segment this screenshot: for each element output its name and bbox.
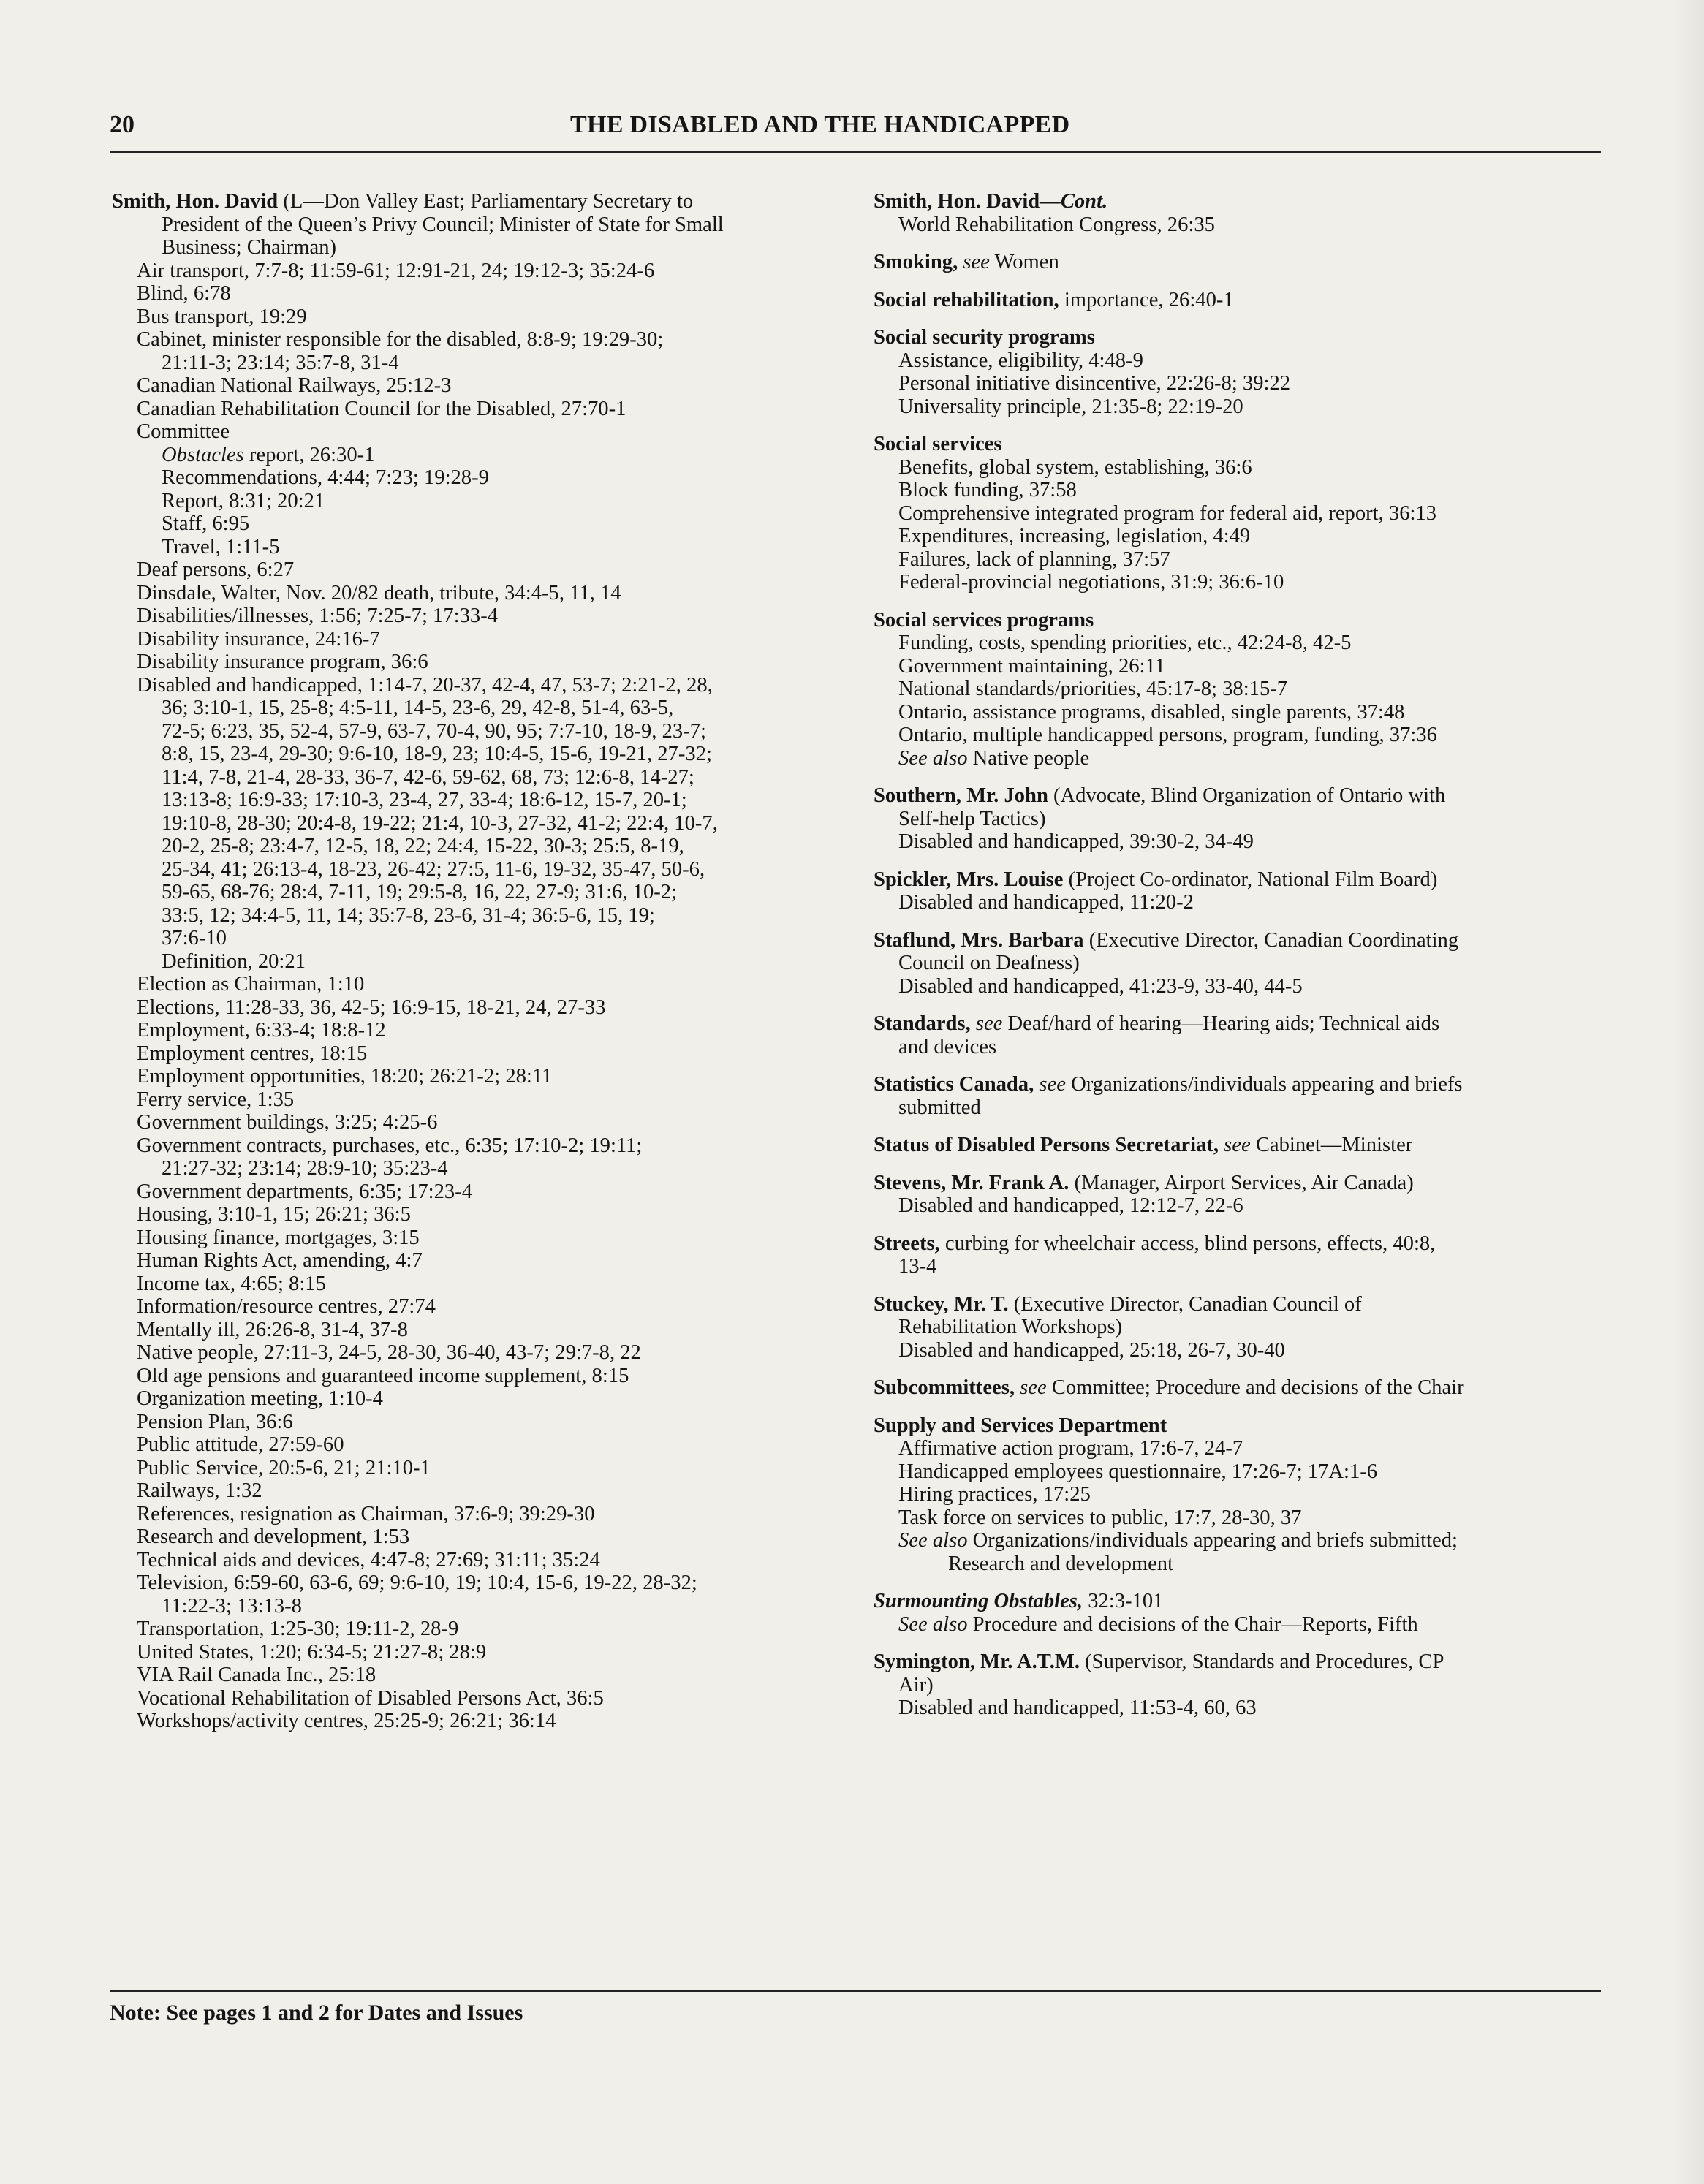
entry-text: (L—Don Valley East; Parliamentary Secretary to: [278, 190, 694, 213]
index-entry: [874, 868, 1605, 914]
entry-text: Benefits, global system, establishing, 36:6: [898, 455, 1252, 479]
index-subentry: [112, 927, 843, 950]
see-also-reference: See also: [898, 746, 968, 770]
index-entry-line: [874, 1293, 1605, 1316]
see-reference: see: [1219, 1134, 1251, 1156]
entry-text: Native people: [967, 746, 1090, 770]
see-reference: see: [970, 1012, 1003, 1035]
index-entry: [874, 1414, 1605, 1576]
entry-text: United States, 1:20; 6:34-5; 21:27-8; 28:9: [137, 1640, 487, 1664]
index-subentry: [874, 891, 1605, 914]
entry-text: VIA Rail Canada Inc., 25:18: [137, 1664, 376, 1686]
index-subentry: [112, 1457, 843, 1480]
entry-text: Government maintaining, 26:11: [898, 654, 1166, 678]
index-subentry: [112, 1549, 843, 1572]
entry-text: Television, 6:59-60, 63-6, 69; 9:6-10, 19; 10:4, 15-6, 19-22, 28-32;: [137, 1571, 697, 1594]
index-subentry: [112, 328, 843, 352]
index-subentry: [112, 1664, 843, 1687]
entry-text: Vocational Rehabilitation of Disabled Persons Act, 36:5: [137, 1686, 604, 1710]
index-subentry: [112, 674, 843, 697]
entry-text: Election as Chairman, 1:10: [137, 973, 365, 996]
entry-text: Income tax, 4:65; 8:15: [137, 1272, 326, 1295]
index-subentry: [112, 259, 843, 283]
index-subentry: [112, 1134, 843, 1158]
entry-text: Government contracts, purchases, etc., 6:35; 17:10-2; 19:11;: [137, 1134, 643, 1157]
index-subentry: [874, 349, 1605, 373]
index-subentry: [112, 582, 843, 605]
entry-text: Disabled and handicapped, 1:14-7, 20-37, 42-4, 47, 53-7; 2:21-2, 28,: [137, 673, 713, 697]
index-subentry: [112, 512, 843, 536]
entry-text: Employment opportunities, 18:20; 26:21-2; 28:11: [137, 1065, 553, 1088]
index-subentry: [112, 1687, 843, 1710]
entry-text: Deaf/hard of hearing—Hearing aids; Technical aids: [1002, 1012, 1440, 1035]
index-subentry: [112, 996, 843, 1020]
index-subentry: [874, 632, 1605, 655]
index-subentry: [112, 835, 843, 858]
index-subentry: [874, 724, 1605, 747]
entry-text: Disabled and handicapped, 11:20-2: [898, 891, 1194, 914]
entry-heading: Subcommittees,: [874, 1376, 1015, 1399]
index-subentry: [112, 213, 843, 237]
index-subentry: [112, 604, 843, 628]
entry-heading: Smith, Hon. David: [874, 190, 1040, 213]
index-subentry: [112, 1295, 843, 1319]
index-subentry: [112, 398, 843, 421]
entry-text: Failures, lack of planning, 37:57: [898, 547, 1170, 571]
index-subentry: [112, 558, 843, 582]
entry-text: Research and development, 1:53: [137, 1525, 410, 1548]
entry-text: 13-4: [898, 1255, 937, 1278]
entry-heading: Stevens, Mr. Frank A.: [874, 1171, 1069, 1194]
entry-text: submitted: [898, 1096, 981, 1119]
entry-text: 59-65, 68-76; 28:4, 7-11, 19; 29:5-8, 16, 22, 27-9; 31:6, 10-2;: [162, 881, 678, 903]
entry-text: (Supervisor, Standards and Procedures, CP: [1080, 1650, 1444, 1673]
entry-heading: Status of Disabled Persons Secretariat,: [874, 1134, 1219, 1156]
index-subentry: [112, 1571, 843, 1595]
index-subentry: [874, 1460, 1605, 1484]
index-entry: [874, 289, 1605, 312]
index-subentry: [874, 1483, 1605, 1506]
index-subentry: [112, 1387, 843, 1411]
entry-continued: —Cont.: [1040, 190, 1108, 213]
entry-text: 33:5, 12; 34:4-5, 11, 14; 35:7-8, 23-6, 31-4; 36:5-6, 15, 19;: [162, 903, 655, 927]
entry-text: Report, 8:31; 20:21: [162, 489, 325, 512]
entry-text: (Advocate, Blind Organization of Ontario with: [1048, 784, 1446, 807]
index-subentry: [112, 466, 843, 490]
entry-heading: Symington, Mr. A.T.M.: [874, 1650, 1080, 1673]
index-subentry: [874, 502, 1605, 526]
index-entry-line: [874, 868, 1605, 892]
index-subentry: [112, 950, 843, 974]
index-subentry: [112, 374, 843, 398]
entry-text: National standards/priorities, 45:17-8; 38:15-7: [898, 678, 1288, 700]
index-subentry: [112, 881, 843, 904]
index-entry: [874, 433, 1605, 594]
index-entry: [874, 1134, 1605, 1157]
entry-text: Human Rights Act, amending, 4:7: [137, 1249, 423, 1272]
entry-text: Dinsdale, Walter, Nov. 20/82 death, tribute, 34:4-5, 11, 14: [137, 581, 621, 604]
entry-text: Business; Chairman): [162, 236, 337, 259]
index-subentry: [112, 282, 843, 306]
entry-text: Task force on services to public, 17:7, 28-30, 37: [898, 1506, 1302, 1529]
index-subentry: [112, 1433, 843, 1457]
index-subentry: [874, 1674, 1605, 1697]
entry-heading: Statistics Canada,: [874, 1073, 1034, 1096]
entry-text: importance, 26:40-1: [1059, 288, 1234, 311]
entry-text: Cabinet—Minister: [1250, 1134, 1413, 1156]
footer-note: Note: See pages 1 and 2 for Dates and Issues: [110, 2001, 523, 2025]
index-subentry: [112, 490, 843, 513]
entry-text: Definition, 20:21: [162, 949, 306, 973]
index-entry-line: [874, 929, 1605, 952]
page-header: [110, 110, 1601, 153]
index-subentry: [112, 1157, 843, 1180]
entry-heading: Standards,: [874, 1012, 971, 1035]
see-reference: see: [1014, 1376, 1047, 1399]
index-subentry: [112, 1341, 843, 1365]
index-subentry: [874, 1036, 1605, 1059]
entry-text: Expenditures, increasing, legislation, 4:49: [898, 525, 1251, 547]
index-entry-line: [874, 251, 1605, 274]
entry-text: Travel, 1:11-5: [162, 535, 280, 558]
see-also-reference: See also: [898, 1529, 968, 1552]
see-reference: see: [958, 251, 990, 273]
index-entry: [874, 929, 1605, 998]
entry-text: curbing for wheelchair access, blind persons, effects, 40:8,: [939, 1232, 1436, 1255]
index-subentry: [874, 479, 1605, 502]
entry-text: (Executive Director, Canadian Council of: [1008, 1292, 1362, 1316]
index-subentry: [112, 1595, 843, 1618]
see-also-reference: See also: [898, 1612, 968, 1636]
index-entry-line: [874, 1376, 1605, 1400]
entry-text: Disability insurance program, 36:6: [137, 651, 428, 673]
entry-text: (Executive Director, Canadian Coordinating: [1083, 928, 1459, 952]
index-subentry: [112, 306, 843, 329]
page-number: 20: [110, 111, 135, 138]
entry-text: 37:6-10: [162, 927, 227, 949]
entry-text: Air transport, 7:7-8; 11:59-61; 12:91-21, 24; 19:12-3; 35:24-6: [137, 259, 655, 282]
entry-text: Funding, costs, spending priorities, etc., 42:24-8, 42-5: [898, 632, 1352, 654]
index-subentry: [112, 789, 843, 812]
index-entry-line: [874, 1134, 1605, 1157]
index-subentry: [874, 952, 1605, 975]
index-entry: [874, 190, 1605, 236]
index-column-left: [112, 190, 843, 1748]
entry-heading: Staflund, Mrs. Barbara: [874, 928, 1084, 952]
entry-text: Committee; Procedure and decisions of the Chair: [1046, 1376, 1464, 1399]
entry-text: Employment centres, 18:15: [137, 1042, 368, 1065]
index-entry-line: [874, 289, 1605, 312]
entry-text: Disabled and handicapped, 25:18, 26-7, 30-40: [898, 1338, 1285, 1362]
entry-text: Mentally ill, 26:26-8, 31-4, 37-8: [137, 1318, 408, 1341]
entry-text: 21:11-3; 23:14; 35:7-8, 31-4: [162, 351, 399, 374]
entry-text: Technical aids and devices, 4:47-8; 27:69; 31:11; 35:24: [137, 1548, 600, 1571]
entry-text: Old age pensions and guaranteed income supplement, 8:15: [137, 1364, 629, 1387]
index-subentry: [874, 747, 1605, 770]
entry-text: Public Service, 20:5-6, 21; 21:10-1: [137, 1456, 431, 1479]
page-title: THE DISABLED AND THE HANDICAPPED: [570, 111, 1070, 138]
entry-text: Employment, 6:33-4; 18:8-12: [137, 1019, 386, 1042]
entry-text: Hiring practices, 17:25: [898, 1483, 1091, 1506]
entry-text: Organizations/individuals appearing and briefs: [1065, 1073, 1463, 1096]
entry-heading: Stuckey, Mr. T.: [874, 1292, 1009, 1316]
entry-text: Assistance, eligibility, 4:48-9: [898, 349, 1143, 372]
entry-heading: Social services programs: [874, 608, 1094, 632]
index-subentry: [112, 1019, 843, 1042]
index-subentry: [112, 1641, 843, 1664]
index-subentry: [874, 1339, 1605, 1362]
index-subentry: [112, 973, 843, 996]
index-subentry: [874, 1529, 1605, 1552]
entry-text: Rehabilitation Workshops): [898, 1316, 1123, 1338]
entry-text: References, resignation as Chairman, 37:6-9; 39:29-30: [137, 1502, 595, 1525]
index-subentry: [112, 904, 843, 928]
entry-text: Pension Plan, 36:6: [137, 1410, 293, 1433]
page-edge-shadow: [1675, 0, 1704, 2184]
entry-text: 11:22-3; 13:13-8: [162, 1594, 302, 1618]
index-subentry: [112, 858, 843, 881]
index-subentry: [874, 1613, 1605, 1637]
index-subentry: [874, 571, 1605, 594]
entry-text: Personal initiative disincentive, 22:26-8; 39:22: [898, 372, 1291, 395]
entry-text: Public attitude, 27:59-60: [137, 1433, 344, 1456]
index-subentry: [112, 1411, 843, 1434]
index-entry: [874, 784, 1605, 854]
entry-text: Committee: [137, 420, 230, 443]
index-entry: [874, 1172, 1605, 1218]
entry-text: 25-34, 41; 26:13-4, 18-23, 26-42; 27:5, 11-6, 19-32, 35-47, 50-6,: [162, 857, 705, 881]
entry-text: Disabled and handicapped, 39:30-2, 34-49: [898, 830, 1254, 853]
entry-text: 36; 3:10-1, 15, 25-8; 4:5-11, 14-5, 23-6, 29, 42-8, 51-4, 63-5,: [162, 697, 674, 719]
entry-text: Bus transport, 19:29: [137, 305, 307, 328]
index-subentry: [874, 1437, 1605, 1460]
see-also-reference: Obstacles: [162, 443, 244, 466]
index-entry-line: [874, 1414, 1605, 1438]
entry-text: Government departments, 6:35; 17:23-4: [137, 1180, 472, 1203]
entry-text: Staff, 6:95: [162, 512, 250, 535]
entry-heading: Smoking,: [874, 251, 958, 273]
entry-text: Ontario, assistance programs, disabled, single parents, 37:48: [898, 700, 1405, 724]
index-entry: [112, 190, 843, 1733]
entry-heading: Social rehabilitation,: [874, 288, 1059, 311]
index-entry: [874, 1232, 1605, 1278]
index-subentry: [874, 678, 1605, 701]
entry-text: Deaf persons, 6:27: [137, 558, 295, 581]
index-subentry: [112, 743, 843, 766]
index-subentry: [112, 1525, 843, 1549]
index-subentry: [874, 395, 1605, 419]
entry-text: Canadian National Railways, 25:12-3: [137, 374, 452, 397]
entry-text: Housing, 3:10-1, 15; 26:21; 36:5: [137, 1203, 411, 1226]
index-entry-line: [874, 433, 1605, 456]
entry-heading: Spickler, Mrs. Louise: [874, 868, 1064, 891]
index-subentry: [112, 1065, 843, 1088]
entry-heading: Social services: [874, 433, 1002, 455]
index-entry-line: [874, 1590, 1605, 1613]
entry-text: Organizations/individuals appearing and briefs submitted;: [967, 1529, 1458, 1552]
entry-text: Canadian Rehabilitation Council for the Disabled, 27:70-1: [137, 397, 626, 420]
index-entry-line: [874, 1012, 1605, 1036]
index-subentry: [112, 444, 843, 467]
entry-text: 11:4, 7-8, 21-4, 28-33, 36-7, 42-6, 59-62, 68, 73; 12:6-8, 14-27;: [162, 765, 694, 789]
entry-text: Workshops/activity centres, 25:25-9; 26:21; 36:14: [137, 1710, 556, 1732]
index-subentry: [112, 1503, 843, 1526]
entry-text: 8:8, 15, 23-4, 29-30; 9:6-10, 18-9, 23; 10:4-5, 15-6, 19-21, 27-32;: [162, 743, 712, 765]
index-subentry: [112, 352, 843, 375]
entry-text: Disabled and handicapped, 41:23-9, 33-40, 44-5: [898, 974, 1303, 998]
index-subentry: [112, 812, 843, 835]
entry-text: Block funding, 37:58: [898, 479, 1077, 501]
index-subentry: [112, 1249, 843, 1273]
entry-text: Air): [898, 1673, 934, 1696]
index-subentry: [112, 1365, 843, 1388]
entry-text: Disabilities/illnesses, 1:56; 7:25-7; 17:33-4: [137, 604, 499, 627]
entry-text: Elections, 11:28-33, 36, 42-5; 16:9-15, 18-21, 24, 27-33: [137, 996, 606, 1019]
index-subentry: [112, 1479, 843, 1503]
index-subentry: [112, 766, 843, 789]
entry-text: 21:27-32; 23:14; 28:9-10; 35:23-4: [162, 1157, 448, 1180]
entry-heading: Streets,: [874, 1232, 940, 1255]
index-subentry: [874, 213, 1605, 237]
index-entry: [874, 1376, 1605, 1400]
entry-text: Recommendations, 4:44; 7:23; 19:28-9: [162, 466, 489, 489]
entry-text: Railways, 1:32: [137, 1479, 262, 1502]
entry-text: (Project Co-ordinator, National Film Board): [1063, 868, 1438, 891]
entry-text: 32:3-101: [1083, 1590, 1164, 1612]
index-subentry: [874, 701, 1605, 724]
see-reference: see: [1034, 1073, 1066, 1096]
index-entry-line: [874, 190, 1605, 213]
entry-text: 20-2, 25-8; 23:4-7, 12-5, 18, 22; 24:4, 15-22, 30-3; 25:5, 8-19,: [162, 835, 684, 857]
entry-text: Federal-provincial negotiations, 31:9; 36:6-10: [898, 571, 1284, 594]
index-subentry: [874, 525, 1605, 548]
entry-text: President of the Queen’s Privy Council; Minister of State for Small: [162, 213, 724, 236]
index-subentry: [112, 1319, 843, 1342]
entry-text: Blind, 6:78: [137, 282, 231, 305]
index-entry: [874, 609, 1605, 770]
index-entry-line: [874, 326, 1605, 349]
entry-text: Information/resource centres, 27:74: [137, 1295, 436, 1318]
entry-text: Disabled and handicapped, 11:53-4, 60, 63: [898, 1696, 1257, 1719]
index-subentry: [112, 1710, 843, 1733]
entry-text: Handicapped employees questionnaire, 17:26-7; 17A:1-6: [898, 1460, 1378, 1483]
index-entry-line: [874, 1073, 1605, 1096]
entry-text: Affirmative action program, 17:6-7, 24-7: [898, 1437, 1243, 1460]
index-subentry: [874, 1096, 1605, 1120]
entry-text: Women: [989, 251, 1059, 273]
index-subentry: [112, 236, 843, 259]
index-entry-line: [874, 1650, 1605, 1674]
entry-heading: Smith, Hon. David: [112, 190, 279, 213]
index-subentry: [112, 420, 843, 444]
entry-heading: Southern, Mr. John: [874, 784, 1048, 807]
index-entry-line: [874, 784, 1605, 808]
entry-text: and devices: [898, 1035, 997, 1058]
index-subentry: [112, 628, 843, 651]
index-subentry: [112, 1180, 843, 1204]
entry-text: Transportation, 1:25-30; 19:11-2, 28-9: [137, 1618, 459, 1640]
entry-text: Universality principle, 21:35-8; 22:19-20: [898, 395, 1243, 418]
entry-text: Self-help Tactics): [898, 807, 1046, 830]
index-entry-line: [874, 1172, 1605, 1195]
page-footer: [110, 1990, 1601, 2025]
index-subentry: [112, 1226, 843, 1250]
index-column-right: [874, 190, 1605, 1734]
entry-text: Disability insurance, 24:16-7: [137, 627, 380, 651]
index-entry-line: [874, 609, 1605, 632]
entry-text: Government buildings, 3:25; 4:25-6: [137, 1111, 438, 1134]
index-entry: [874, 326, 1605, 418]
index-subentry: [112, 1088, 843, 1112]
index-subentry: [874, 830, 1605, 854]
index-entry: [874, 1650, 1605, 1720]
entry-text: 13:13-8; 16:9-33; 17:10-3, 23-4, 27, 33-4; 18:6-12, 15-7, 20-1;: [162, 789, 687, 811]
index-subentry: [874, 655, 1605, 678]
index-subentry: [874, 975, 1605, 998]
index-subentry: [874, 1552, 1605, 1576]
entry-text: Housing finance, mortgages, 3:15: [137, 1226, 420, 1249]
index-subentry: [112, 1203, 843, 1226]
index-subentry: [112, 1273, 843, 1296]
index-subentry: [874, 808, 1605, 831]
index-subentry: [112, 651, 843, 674]
index-subentry: [874, 1194, 1605, 1218]
index-entry: [874, 1012, 1605, 1058]
index-subentry: [112, 720, 843, 743]
entry-text: Cabinet, minister responsible for the disabled, 8:8-9; 19:29-30;: [137, 328, 664, 351]
entry-text: report, 26:30-1: [243, 443, 375, 466]
index-subentry: [874, 456, 1605, 479]
index-subentry: [874, 1696, 1605, 1720]
entry-heading: Surmounting Obstables,: [874, 1590, 1083, 1612]
entry-text: Native people, 27:11-3, 24-5, 28-30, 36-40, 43-7; 29:7-8, 22: [137, 1341, 641, 1364]
index-entry: [874, 1073, 1605, 1119]
entry-heading: Social security programs: [874, 326, 1095, 349]
entry-text: Comprehensive integrated program for federal aid, report, 36:13: [898, 501, 1437, 525]
entry-text: Procedure and decisions of the Chair—Reports, Fifth: [967, 1612, 1418, 1636]
index-entry: [874, 1590, 1605, 1636]
index-subentry: [874, 1316, 1605, 1339]
index-entry: [874, 1293, 1605, 1362]
index-subentry: [112, 697, 843, 720]
index-subentry: [874, 372, 1605, 395]
entry-text: Ferry service, 1:35: [137, 1088, 295, 1111]
entry-text: Council on Deafness): [898, 952, 1080, 974]
entry-text: World Rehabilitation Congress, 26:35: [898, 213, 1215, 236]
index-entry: [874, 251, 1605, 274]
entry-text: Disabled and handicapped, 12:12-7, 22-6: [898, 1194, 1243, 1217]
entry-text: 72-5; 6:23, 35, 52-4, 57-9, 63-7, 70-4, 90, 95; 7:7-10, 18-9, 23-7;: [162, 719, 706, 743]
index-subentry: [112, 1111, 843, 1134]
entry-text: Ontario, multiple handicapped persons, program, funding, 37:36: [898, 724, 1437, 746]
entry-heading: Supply and Services Department: [874, 1414, 1167, 1437]
entry-text: Organization meeting, 1:10-4: [137, 1387, 383, 1410]
entry-text: 19:10-8, 28-30; 20:4-8, 19-22; 21:4, 10-3, 27-32, 41-2; 22:4, 10-7,: [162, 811, 718, 835]
index-subentry: [874, 1506, 1605, 1530]
index-subentry: [874, 548, 1605, 572]
index-subentry: [112, 1042, 843, 1066]
index-subentry: [112, 536, 843, 559]
index-subentry: [112, 1618, 843, 1641]
entry-text: (Manager, Airport Services, Air Canada): [1069, 1171, 1414, 1194]
index-subentry: [874, 1255, 1605, 1278]
index-entry-line: [112, 190, 843, 213]
index-entry-line: [874, 1232, 1605, 1256]
entry-text: Research and development: [948, 1552, 1174, 1575]
